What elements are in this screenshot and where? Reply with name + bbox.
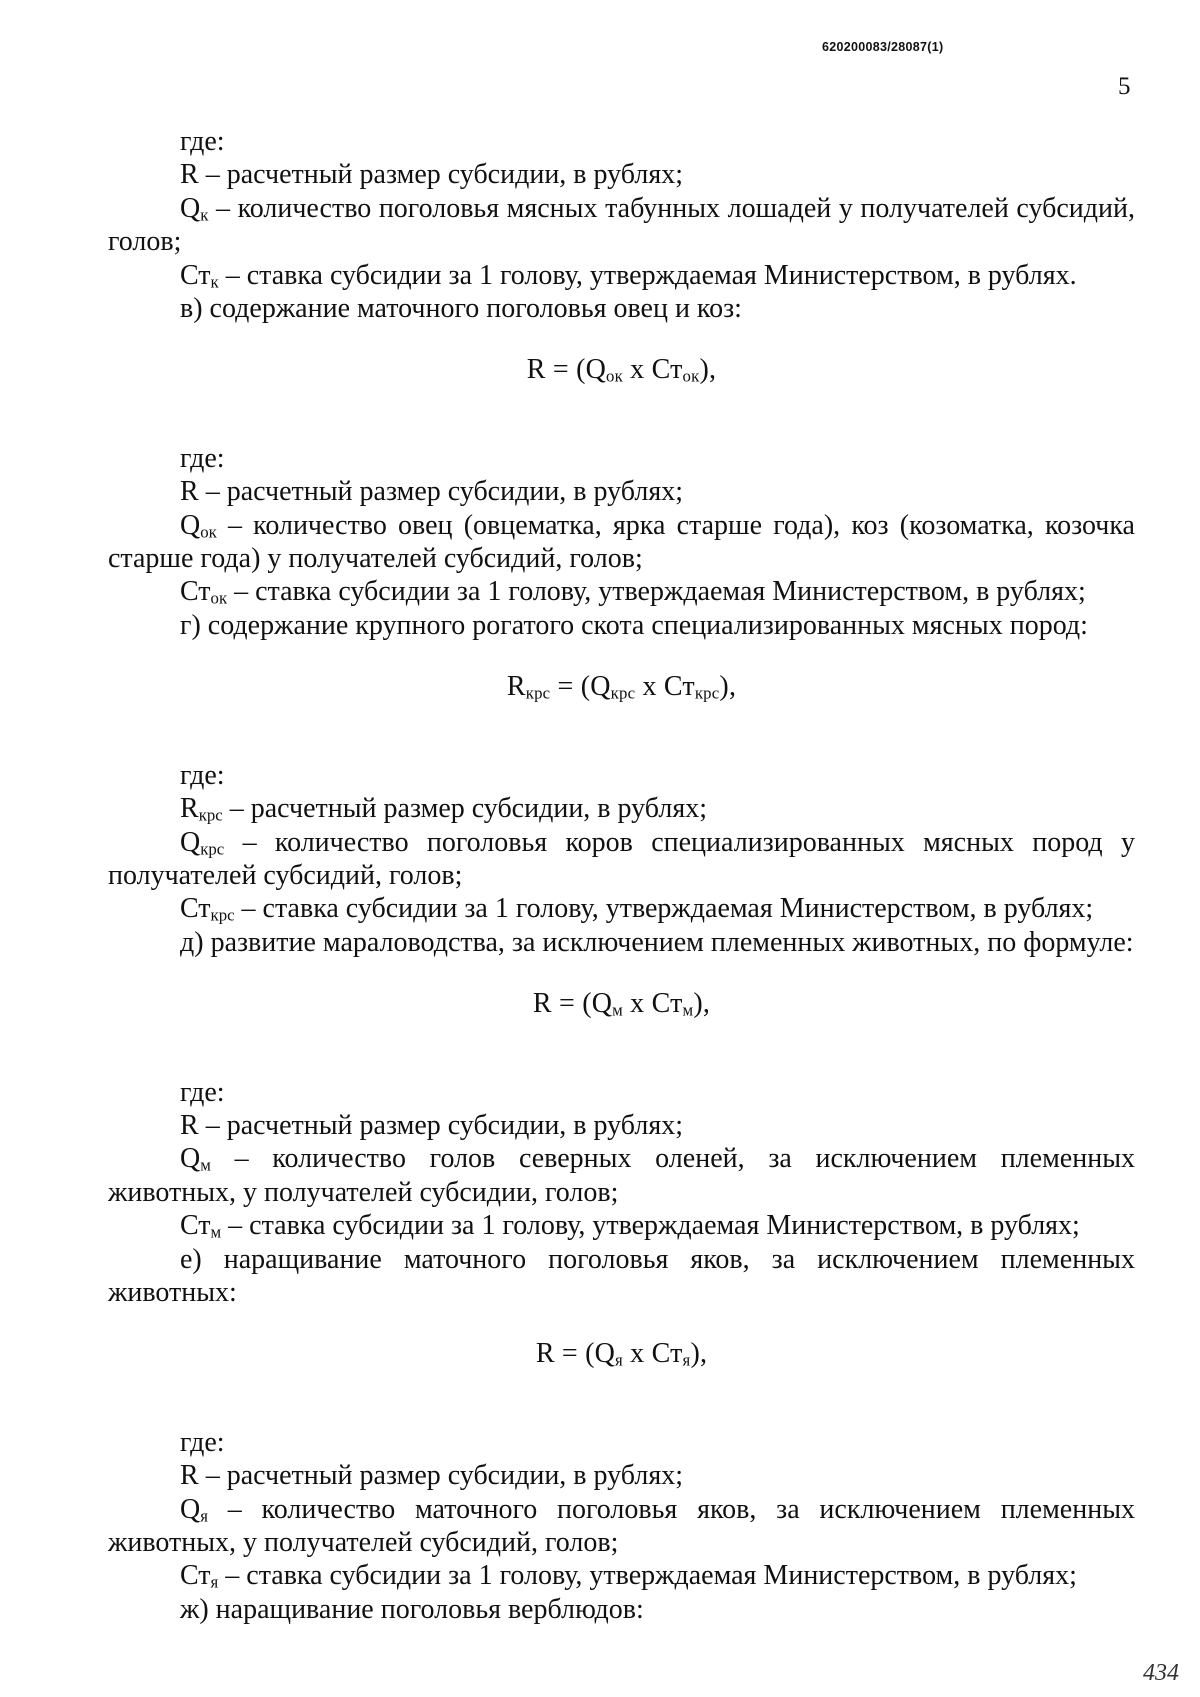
definition-q-ya: $Q_я$ – количество маточного поголовья яков, за исключением племенных животных, у получателей субсидий, голов; bbox=[108, 1493, 1135, 1558]
definition-st-k: $Ст_к$ – ставка субсидии за 1 голову, утверждаемая Министерством, в рублях. bbox=[180, 259, 1077, 291]
definition-r: R – расчетный размер субсидии, в рублях; bbox=[180, 159, 683, 191]
where-label: где: bbox=[180, 442, 225, 474]
formula-ok: $R = (Q_{ок}$ x $Ст_{ок}$), bbox=[526, 354, 717, 386]
item-e: е) наращивание маточного поголовья яков, за исключением племенных животных: bbox=[108, 1243, 1135, 1308]
definition-q-k: $Q_к$ – количество поголовья мясных табунных лошадей у получателей субсидий, голов; bbox=[108, 192, 1135, 258]
definition-r-krs: $R_{крс}$ – расчетный размер субсидии, в рублях; bbox=[180, 793, 707, 825]
item-g: г) содержание крупного рогатого скота специализированных мясных пород: bbox=[180, 609, 1088, 641]
formula-krs: $R_{крс} = (Q_{крс}$ x $Ст_{крс}$), bbox=[506, 671, 737, 703]
item-zh: ж) наращивание поголовья верблюдов: bbox=[180, 1593, 644, 1625]
definition-st-krs: $Ст_{крс}$ – ставка субсидии за 1 голову, утверждаемая Министерством, в рублях; bbox=[180, 893, 1094, 925]
item-d: д) развитие мараловодства, за исключением племенных животных, по формуле: bbox=[180, 926, 1134, 958]
formula-m: $R = (Q_м$ x $Ст_м$), bbox=[532, 988, 711, 1020]
definition-q-m: $Q_м$ – количество голов северных оленей, за исключением племенных животных, у получателей субсидии, голов; bbox=[108, 1143, 1135, 1208]
definition-r: R – расчетный размер субсидии, в рублях; bbox=[180, 1109, 683, 1141]
where-label: где: bbox=[180, 1426, 225, 1458]
document-body bbox=[108, 125, 1135, 1626]
item-v: в) содержание маточного поголовья овец и коз: bbox=[180, 293, 742, 325]
handwritten-sheet-number: 434 bbox=[1143, 1660, 1179, 1686]
definition-st-ok: $Ст_{ок}$ – ставка субсидии за 1 голову, утверждаемая Министерством, в рублях; bbox=[180, 576, 1086, 608]
page-number: 5 bbox=[1118, 73, 1131, 100]
where-label: где: bbox=[180, 1076, 225, 1108]
definition-st-m: $Ст_м$ – ставка субсидии за 1 голову, утверждаемая Министерством, в рублях; bbox=[180, 1210, 1080, 1242]
definition-st-ya: $Ст_я$ – ставка субсидии за 1 голову, утверждаемая Министерством, в рублях; bbox=[180, 1560, 1077, 1592]
where-label: где: bbox=[180, 759, 225, 791]
definition-r: R – расчетный размер субсидии, в рублях; bbox=[180, 476, 683, 508]
formula-ya: $R = (Q_я$ x $Ст_я$), bbox=[535, 1338, 708, 1370]
where-label: где: bbox=[180, 126, 225, 157]
definition-r: R – расчетный размер субсидии, в рублях; bbox=[180, 1460, 683, 1492]
definition-q-ok: $Q_{ок}$ – количество овец (овцематка, ярка старше года), коз (козоматка, козочка старше года) у получателей субсидий, голов; bbox=[108, 509, 1135, 575]
definition-q-krs: $Q_{крс}$ – количество поголовья коров специализированных мясных пород у получателей субсидий, голов; bbox=[108, 826, 1135, 891]
document-code: 620200083/28087(1) bbox=[822, 40, 944, 54]
